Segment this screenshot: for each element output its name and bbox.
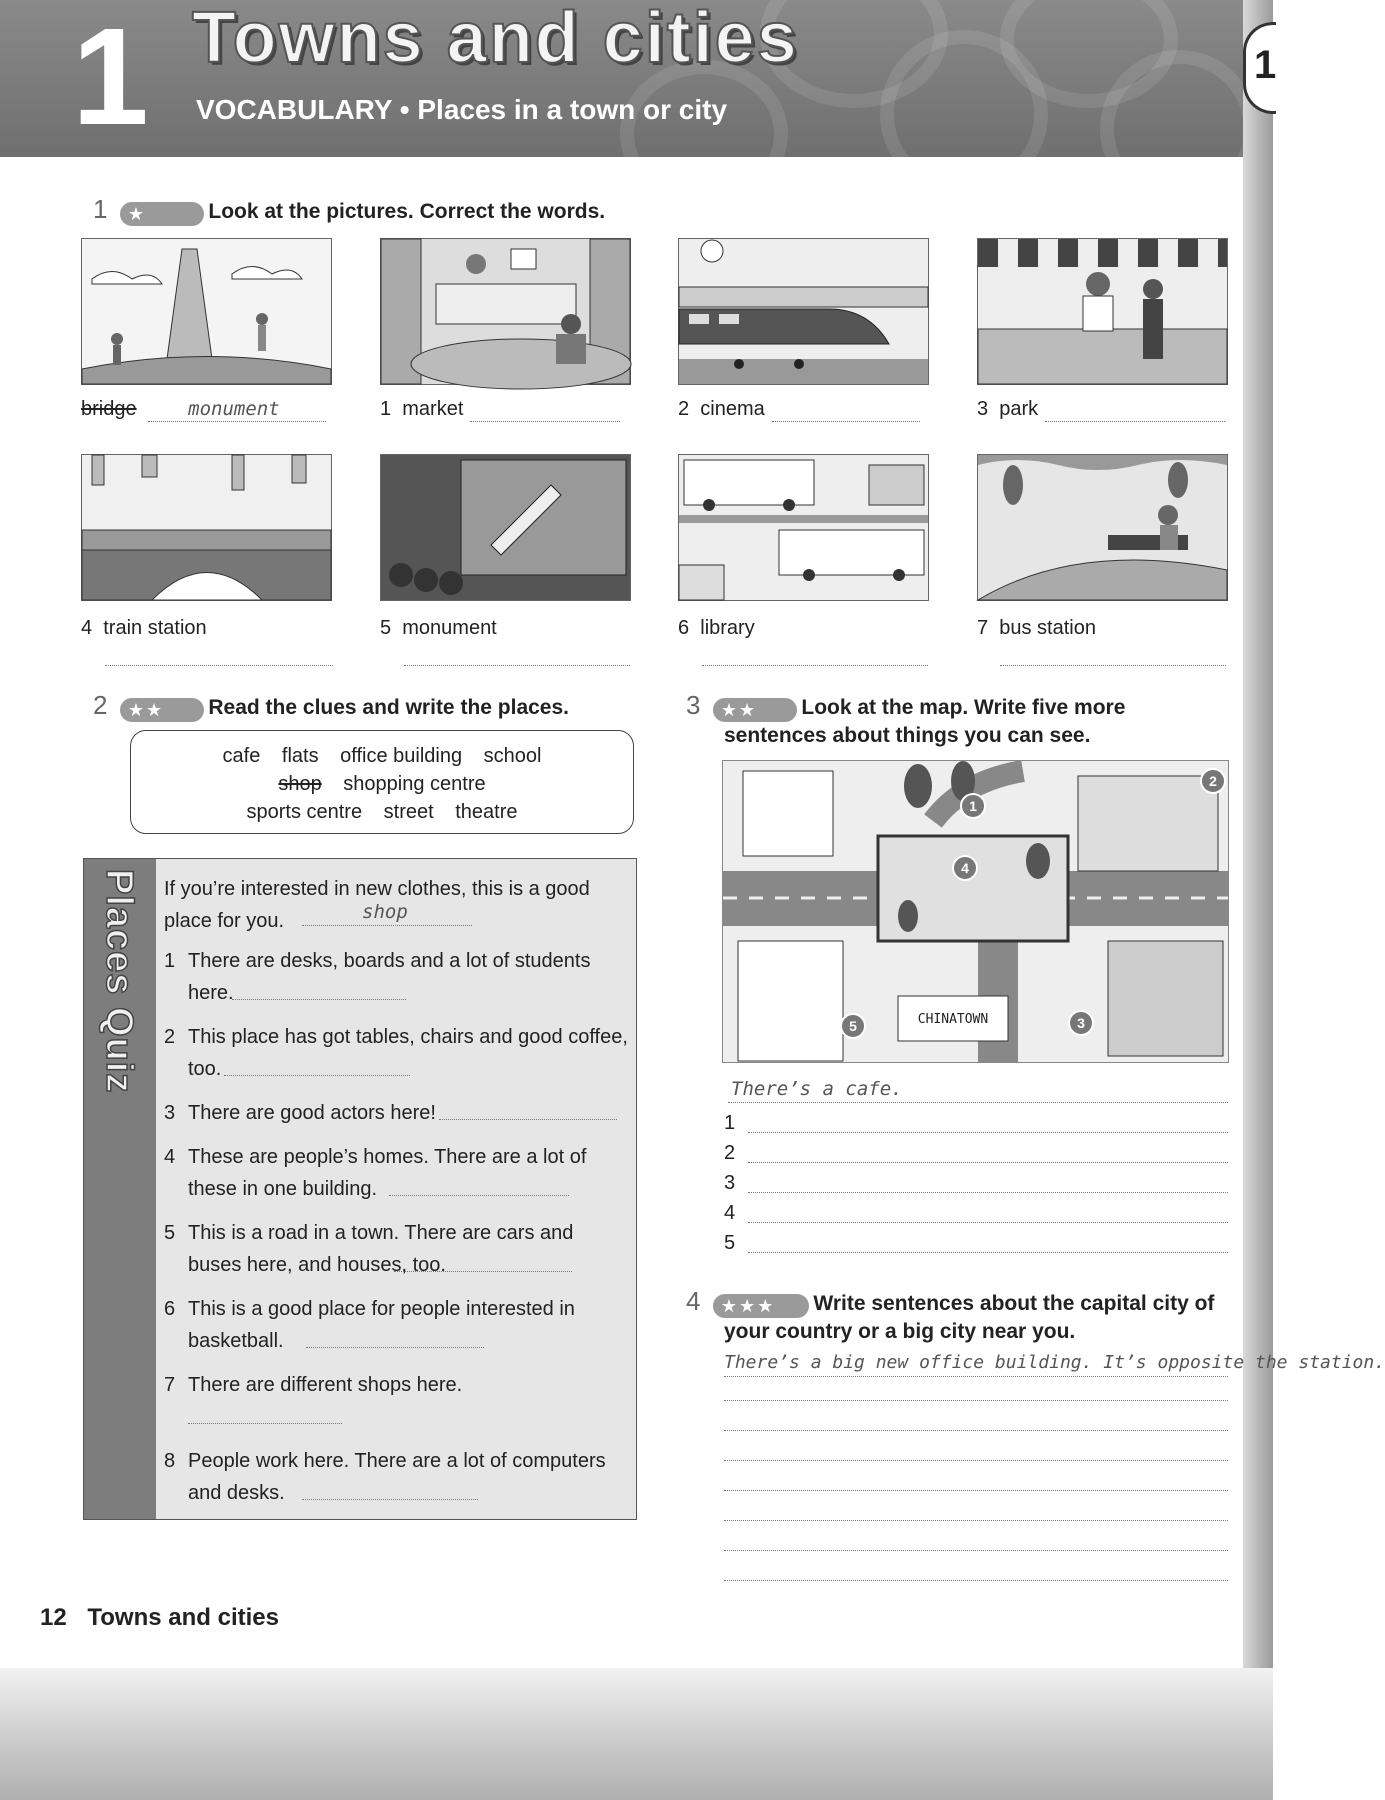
ex3-answer-number-2: 2 <box>724 1142 736 1164</box>
difficulty-stars: ★★★ <box>713 1294 809 1318</box>
picture-park <box>977 454 1228 601</box>
difficulty-stars: ★ <box>120 202 204 226</box>
quiz-example-line <box>302 925 472 926</box>
quiz-item-number: 6 <box>164 1298 176 1320</box>
item-number: 5 <box>380 617 392 639</box>
ex3-answer-line-3[interactable] <box>748 1192 1228 1193</box>
word-box-line-2 <box>131 773 633 796</box>
unit-subtitle: VOCABULARY • Places in a town or city <box>196 94 728 125</box>
ex3-answer-number-1: 1 <box>724 1112 736 1134</box>
item-word: bus station <box>999 617 1096 639</box>
exercise-instruction-line-2: sentences about things you can see. <box>724 724 1091 747</box>
item-number: 7 <box>977 617 989 639</box>
word-option: cafe <box>222 745 261 767</box>
quiz-example-clue: If you’re interested in new clothes, this is a good place for you. <box>164 878 590 932</box>
ex3-answer-line-1[interactable] <box>748 1132 1228 1133</box>
quiz-item-number: 3 <box>164 1102 176 1124</box>
quiz-answer-line-1[interactable] <box>232 999 406 1000</box>
item-number: 4 <box>81 617 93 639</box>
difficulty-stars: ★★ <box>713 698 797 722</box>
ex4-example-line <box>724 1376 1228 1377</box>
item-4-caption <box>81 617 207 640</box>
item-word: monument <box>402 617 497 639</box>
page-number: 12 <box>40 1604 67 1631</box>
quiz-item-number: 2 <box>164 1026 176 1048</box>
picture-cinema <box>380 454 631 601</box>
item-number: 1 <box>380 398 392 420</box>
item-5-caption <box>380 617 497 640</box>
ex4-writing-line[interactable] <box>724 1520 1228 1521</box>
ex3-answer-line-2[interactable] <box>748 1162 1228 1163</box>
picture-monument <box>81 238 332 385</box>
quiz-title: Places Quiz <box>98 869 140 1094</box>
answer-line-5[interactable] <box>404 665 630 666</box>
exercise-3-heading <box>686 690 1125 722</box>
ex4-writing-line[interactable] <box>724 1580 1228 1581</box>
page-edge <box>1243 0 1273 1800</box>
map-chinatown-sign: CHINATOWN <box>917 1012 989 1027</box>
town-map <box>722 760 1229 1063</box>
ex3-answer-number-4: 4 <box>724 1202 736 1224</box>
exercise-1-heading <box>93 194 605 226</box>
scan-shadow <box>0 1668 1273 1800</box>
item-7-caption <box>977 617 1096 640</box>
word-option: sports centre <box>246 801 363 823</box>
exercise-instruction: Look at the pictures. Correct the words. <box>208 200 606 223</box>
item-6-caption <box>678 617 755 640</box>
ex3-answer-line-5[interactable] <box>748 1252 1228 1253</box>
edge-tab-number: 1 <box>1254 43 1277 87</box>
quiz-item-clue: This place has got tables, chairs and good coffee, too. <box>188 1026 628 1080</box>
quiz-item-clue: There are different shops here. <box>188 1374 463 1396</box>
answer-line-6[interactable] <box>702 665 928 666</box>
quiz-item-number: 1 <box>164 950 176 972</box>
picture-library <box>380 238 631 385</box>
map-marker-1: 1 <box>969 798 977 814</box>
word-box <box>130 730 634 834</box>
unit-edge-tab <box>1243 22 1276 114</box>
unit-number: 1 <box>72 0 149 154</box>
ex4-writing-line[interactable] <box>724 1400 1228 1401</box>
picture-bus-station <box>678 454 929 601</box>
ex3-example-line <box>728 1102 1228 1103</box>
word-box-line-1 <box>131 745 633 768</box>
quiz-item-clue: People work here. There are a lot of computers and desks. <box>188 1450 606 1504</box>
quiz-answer-line-3[interactable] <box>439 1119 617 1120</box>
item-number: 6 <box>678 617 690 639</box>
map-marker-5: 5 <box>849 1018 857 1034</box>
example-caption <box>81 398 280 421</box>
quiz-item-clue: This is a good place for people interested in basketball. <box>188 1298 575 1352</box>
answer-line <box>148 421 326 422</box>
quiz-item-number: 5 <box>164 1222 176 1244</box>
answer-line-4[interactable] <box>105 665 333 666</box>
ex4-writing-line[interactable] <box>724 1550 1228 1551</box>
exercise-number: 4 <box>686 1286 701 1316</box>
exercise-instruction-line-1: Look at the map. Write five more <box>801 696 1126 719</box>
word-option: street <box>383 801 434 823</box>
quiz-item-clue: There are desks, boards and a lot of students here. <box>188 950 591 1004</box>
quiz-item-clue: There are good actors here! <box>188 1102 436 1124</box>
item-word: train station <box>103 617 207 639</box>
answer-line-1[interactable] <box>470 421 620 422</box>
word-option: flats <box>281 745 319 767</box>
quiz-answer-line-2[interactable] <box>224 1075 410 1076</box>
ex3-answer-line-4[interactable] <box>748 1222 1228 1223</box>
word-option-used: shop <box>278 773 322 795</box>
exercise-number: 2 <box>93 690 108 720</box>
quiz-item-number: 7 <box>164 1374 176 1396</box>
picture-train-station <box>678 238 929 385</box>
page-footer <box>40 1604 279 1632</box>
item-number: 3 <box>977 398 989 420</box>
word-option: theatre <box>455 801 518 823</box>
word-option: office building <box>340 745 463 767</box>
answer-line-7[interactable] <box>1000 665 1226 666</box>
exercise-number: 3 <box>686 690 701 720</box>
exercise-instruction: Read the clues and write the places. <box>208 696 569 719</box>
map-marker-3: 3 <box>1077 1015 1085 1031</box>
ex3-example-answer: There’s a cafe. <box>731 1078 903 1100</box>
item-1-caption <box>380 398 463 421</box>
picture-market <box>977 238 1228 385</box>
quiz-side-banner <box>84 859 156 1519</box>
quiz-answer-line-7[interactable] <box>188 1423 342 1424</box>
answer-line-3[interactable] <box>1045 421 1225 422</box>
word-box-line-3 <box>131 801 633 824</box>
ex4-example-answer: There’s a big new office building. It’s opposite the station. <box>724 1352 1385 1373</box>
exercise-4-heading <box>686 1286 1214 1318</box>
ex3-answer-number-5: 5 <box>724 1232 736 1254</box>
item-word: cinema <box>700 398 765 420</box>
item-number: 2 <box>678 398 690 420</box>
ex3-answer-number-3: 3 <box>724 1172 736 1194</box>
exercise-instruction-line-1: Write sentences about the capital city of <box>813 1292 1215 1315</box>
ex4-writing-line[interactable] <box>724 1430 1228 1431</box>
picture-bridge <box>81 454 332 601</box>
example-wrong-word: bridge <box>81 398 137 420</box>
unit-title: Towns and cities <box>192 0 799 78</box>
ex4-writing-line[interactable] <box>724 1460 1228 1461</box>
exercise-2-heading <box>93 690 569 722</box>
quiz-item-clue: These are people’s homes. There are a lot of these in one building. <box>188 1146 587 1200</box>
map-marker-2: 2 <box>1209 773 1217 789</box>
difficulty-stars: ★★ <box>120 698 204 722</box>
quiz-item-number: 8 <box>164 1450 176 1472</box>
exercise-number: 1 <box>93 194 108 224</box>
word-option: shopping centre <box>343 773 486 795</box>
item-word: market <box>402 398 464 420</box>
item-3-caption <box>977 398 1038 421</box>
quiz-item-clue: This is a road in a town. There are cars and buses here, and houses, too. <box>188 1222 574 1276</box>
places-quiz-box <box>83 858 637 1520</box>
quiz-answer-line-4[interactable] <box>389 1195 569 1196</box>
quiz-item-number: 4 <box>164 1146 176 1168</box>
item-word: library <box>700 617 755 639</box>
item-2-caption <box>678 398 765 421</box>
item-word: park <box>999 398 1039 420</box>
quiz-answer-line-8[interactable] <box>302 1499 478 1500</box>
map-marker-4: 4 <box>961 860 969 876</box>
footer-section-title: Towns and cities <box>87 1604 279 1631</box>
quiz-answer-line-6[interactable] <box>306 1347 484 1348</box>
ex4-writing-line[interactable] <box>724 1490 1228 1491</box>
word-option: school <box>483 745 542 767</box>
quiz-answer-line-5[interactable] <box>394 1271 572 1272</box>
quiz-example-answer: shop <box>362 901 408 923</box>
exercise-instruction-line-2: your country or a big city near you. <box>724 1320 1076 1343</box>
answer-line-2[interactable] <box>772 421 920 422</box>
example-answer: monument <box>188 398 280 420</box>
